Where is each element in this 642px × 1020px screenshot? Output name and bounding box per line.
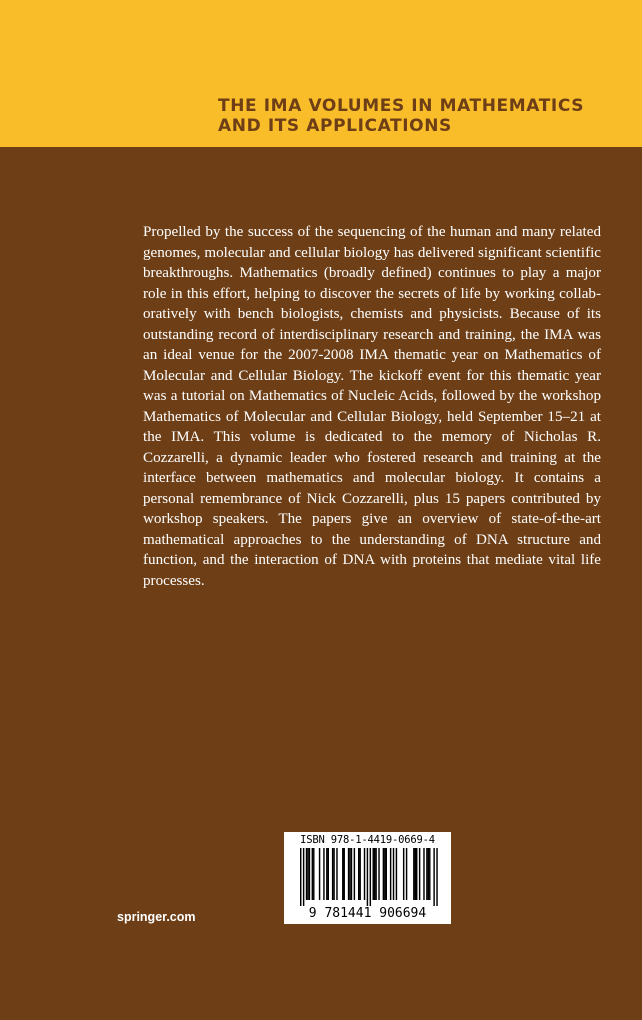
barcode-bar [367,848,368,906]
barcode-bar [370,848,371,906]
barcode-bar [351,848,352,900]
barcode-bar [428,848,429,900]
barcode-bar [383,848,384,900]
barcode-bar [416,848,417,900]
isbn-label: ISBN 978-1-4419-0669-4 [300,834,435,846]
barcode-bar [375,848,376,900]
barcode-bar [342,848,343,900]
barcode-bar [403,848,404,900]
book-description: Propelled by the success of the sequencing of the human and many related genomes, molecular and cellular biology has delivered significant scientific breakthroughs. Mathematics (broadly defined) continues to play a major role in this effort, helping to discover the secrets of life by working collaboratively with bench biologists, chemists and physicists. Because of its outstanding record of interdisciplinary research and training, the IMA was an ideal venue for the 2007-2008 IMA thematic year on Mathematics of Molecular and Cellular Biology. The kickoff event for this thematic year was a tutorial on Mathematics of Nucleic Acids, followed by the workshop Mathematics of Molecular and Cellular Biology, held September 15–21 at the IMA. This volume is dedicated to the memory of Nicholas R. Cozzarelli, a dynamic leader who fostered research and training at the interface between mathematics and molecular biology. It contains a personal remembrance of Nick Cozzarelli, plus 15 papers contributed by workshop speakers. The papers give an overview of state-of-the-art mathematical approaches to the understanding of DNA structure and function, and the interaction of DNA with proteins that mediate vital life processes. [143,224,601,589]
barcode-bar [396,848,397,900]
barcode-bar [344,848,345,900]
barcode-bar [300,848,301,906]
barcode-bar [426,848,427,900]
barcode-bar [436,848,437,906]
barcode-bar [374,848,375,900]
series-title-line-2: AND ITS APPLICATIONS [218,116,452,136]
barcode-bar [359,848,360,900]
barcode-bar [328,848,329,900]
barcode-bar [423,848,424,900]
barcode-bar [306,848,307,900]
barcode-bar [413,848,414,900]
barcode-bar [406,848,407,900]
series-title-line-1: THE IMA VOLUMES IN MATHEMATICS [218,96,585,116]
barcode-bar [415,848,416,900]
barcode-bar [390,848,391,900]
barcode-bar [354,848,355,900]
barcode-bar [313,848,314,900]
barcode-bar [419,848,420,900]
barcode-bar [384,848,385,900]
barcode-bar [358,848,359,900]
barcode-bar [326,848,327,900]
barcode-bar [323,848,324,900]
series-band [0,0,642,147]
barcode-bar [393,848,394,900]
ean-digits: 9 781441 906694 [308,906,427,921]
barcode-bar [332,848,333,900]
barcode-bar [336,848,337,900]
barcode-bar [364,848,365,900]
barcode-bar [386,848,387,900]
barcode-bar [319,848,320,900]
barcode-bar [429,848,430,900]
barcode-bar [433,848,434,906]
barcode-bar [303,848,304,906]
series-title [218,96,628,136]
publisher-url: springer.com [117,910,196,924]
barcode-bar [312,848,313,900]
barcode-bars [288,848,447,906]
barcode-bar [309,848,310,900]
barcode-bar [378,848,379,900]
barcode-bar [373,848,374,900]
barcode-bar [348,848,349,900]
isbn-barcode [284,832,451,924]
barcode-bar [307,848,308,900]
barcode-bar [333,848,334,900]
barcode-bar [349,848,350,900]
